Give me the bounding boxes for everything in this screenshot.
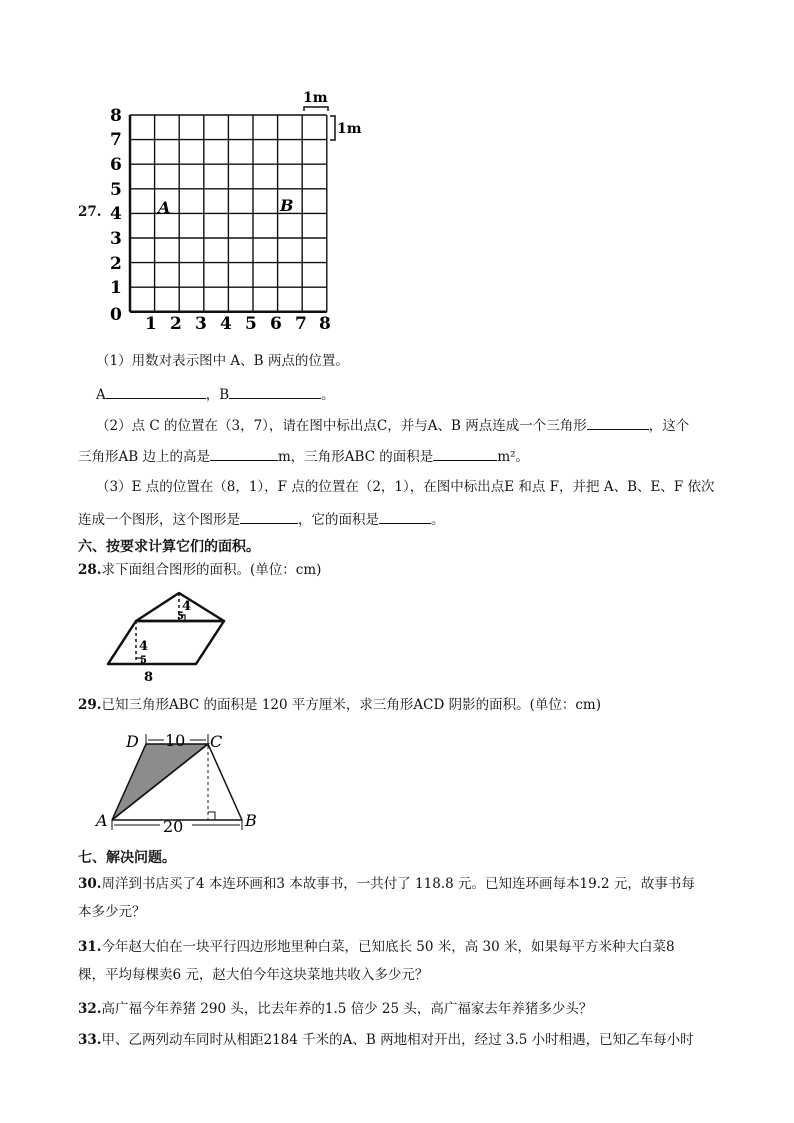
question-33 xyxy=(78,1031,694,1049)
scale-bracket-top xyxy=(304,107,328,111)
side-cb xyxy=(208,744,242,820)
vertex-d-label: D xyxy=(126,732,139,751)
question-30-line2: 本多少元？ xyxy=(78,904,146,920)
section-7-heading: 七、解决问题。 xyxy=(78,850,176,866)
point-b-label: B xyxy=(280,196,294,215)
parallelogram-height-label: 4 xyxy=(139,639,149,654)
blank-triangle-type[interactable] xyxy=(587,415,649,430)
question-27-number: 27. xyxy=(78,204,102,220)
y-label-1: 1 xyxy=(110,278,122,298)
blank-a[interactable] xyxy=(106,384,206,399)
y-label-6: 6 xyxy=(110,155,122,175)
top-length-label: 10 xyxy=(165,731,186,750)
question-28 xyxy=(78,561,321,579)
right-angle-label-top: 5 xyxy=(177,611,184,622)
q27-part2-text-a: （2）点 C 的位置在（3，7），请在图中标出点C，并与A、B 两点连成一个三角形 xyxy=(96,418,587,434)
q27-part3-text-b: ，它的面积是 xyxy=(298,512,379,528)
x-label-8: 8 xyxy=(319,314,331,334)
y-label-8: 8 xyxy=(110,106,122,126)
q27-part3-text-a: 连成一个图形，这个图形是 xyxy=(78,512,240,528)
q27-part3-line2 xyxy=(78,509,445,529)
question-30-line1 xyxy=(78,875,695,893)
y-label-3: 3 xyxy=(110,229,122,249)
parallelogram xyxy=(108,621,224,664)
x-label-1: 1 xyxy=(145,314,157,334)
trapezoid-figure xyxy=(94,722,270,838)
q27-part2-text-c: 三角形AB 边上的高是 xyxy=(78,449,210,465)
period: 。 xyxy=(321,387,335,403)
question-30-text: 周洋到书店买了4 本连环画和3 本故事书，一共付了 118.8 元。已知连环画每本19.2 元，故事书每 xyxy=(101,876,695,892)
vertex-c-label: C xyxy=(210,732,223,751)
q27-part2-text-d: m，三角形ABC 的面积是 xyxy=(277,449,434,465)
question-31-line1 xyxy=(78,938,675,956)
question-31-number: 31. xyxy=(78,939,102,955)
label-b: ，B xyxy=(205,387,230,403)
point-a-label: A xyxy=(158,198,171,217)
q27-part2-line1 xyxy=(96,415,689,435)
scale-label-side: 1m xyxy=(337,121,362,137)
q27-part1-answer-line xyxy=(96,384,335,404)
x-label-6: 6 xyxy=(270,314,282,334)
x-label-5: 5 xyxy=(245,314,257,334)
question-29-text: 已知三角形ABC 的面积是 120 平方厘米，求三角形ACD 阴影的面积。(单位：cm) xyxy=(101,697,601,713)
question-31-text: 今年赵大伯在一块平行四边形地里种白菜，已知底长 50 米，高 30 米，如果每平方米种大白菜8 xyxy=(101,939,675,955)
question-33-text: 甲、乙两列动车同时从相距2184 千米的A、B 两地相对开出，经过 3.5 小时相遇，已知乙车每小时 xyxy=(101,1032,694,1048)
x-label-7: 7 xyxy=(295,314,307,334)
vertex-a-label: A xyxy=(96,811,108,830)
q27-part2-text-b: ，这个 xyxy=(648,418,690,434)
base-label: 8 xyxy=(144,670,154,684)
blank-b[interactable] xyxy=(229,384,321,399)
composite-shape-figure xyxy=(100,584,235,684)
x-label-4: 4 xyxy=(220,314,232,334)
question-32-number: 32. xyxy=(78,1001,102,1017)
y-label-2: 2 xyxy=(110,254,122,274)
y-label-0: 0 xyxy=(110,305,122,325)
x-label-3: 3 xyxy=(195,314,207,334)
blank-height[interactable] xyxy=(210,446,278,461)
coordinate-grid xyxy=(106,84,366,334)
question-31-line2: 棵，平均每棵卖6 元，赵大伯今年这块菜地共收入多少元？ xyxy=(78,967,429,983)
scale-label-top: 1m xyxy=(303,90,328,106)
question-28-text: 求下面组合图形的面积。(单位：cm) xyxy=(101,562,322,578)
q27-part1: （1）用数对表示图中 A、B 两点的位置。 xyxy=(96,353,349,369)
question-29-number: 29. xyxy=(78,697,102,713)
question-28-number: 28. xyxy=(78,562,102,578)
question-32-text: 高广福今年养猪 290 头，比去年养的1.5 倍少 25 头，高广福家去年养猪多少头？ xyxy=(101,1001,593,1017)
question-32 xyxy=(78,1000,592,1018)
label-a: A xyxy=(96,387,106,403)
question-30-number: 30. xyxy=(78,876,102,892)
right-angle-label-bottom: 5 xyxy=(140,655,147,666)
q27-part2-line2 xyxy=(78,446,529,466)
question-33-number: 33. xyxy=(78,1032,102,1048)
blank-area[interactable] xyxy=(433,446,497,461)
blank-shape-area[interactable] xyxy=(379,509,431,524)
q27-part3-line1: （3）E 点的位置在（8，1），F 点的位置在（2，1），在图中标出点E 和点 F，并把 A、B、E、F 依次 xyxy=(96,479,715,495)
x-label-2: 2 xyxy=(170,314,182,334)
right-angle-mark xyxy=(208,812,215,820)
q27-part2-text-e: m²。 xyxy=(497,449,530,465)
y-label-5: 5 xyxy=(110,180,122,200)
blank-shape[interactable] xyxy=(240,509,298,524)
triangle-height-label: 4 xyxy=(182,599,192,614)
y-label-7: 7 xyxy=(110,130,122,150)
question-29 xyxy=(78,696,601,714)
bottom-length-label: 20 xyxy=(163,817,184,836)
y-label-4: 4 xyxy=(110,204,122,224)
scale-bracket-side xyxy=(330,116,335,140)
q27-part3-text-c: 。 xyxy=(431,512,445,528)
section-6-heading: 六、按要求计算它们的面积。 xyxy=(78,539,260,555)
vertex-b-label: B xyxy=(245,811,257,830)
